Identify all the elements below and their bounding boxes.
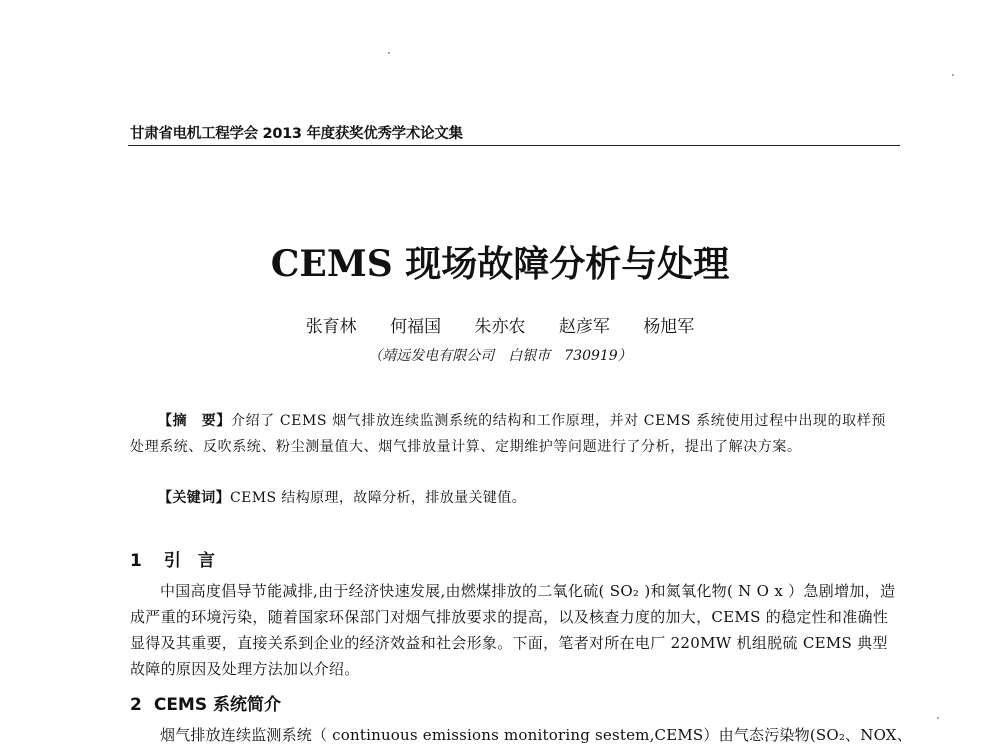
- author-list: [0, 312, 1000, 337]
- header-rule: [128, 145, 900, 146]
- author-name: 赵彦军: [558, 317, 610, 337]
- keywords: [158, 485, 898, 511]
- section-title: 引 言: [163, 551, 215, 571]
- section-number: 2: [130, 695, 142, 715]
- abstract: [130, 408, 900, 460]
- section-number: 1: [130, 551, 142, 571]
- abstract-text: 介绍了 CEMS 烟气排放连续监测系统的结构和工作原理，并对 CEMS 系统使用过程中出现的取样预处理系统、反吹系统、粉尘测量值大、烟气排放量计算、定期维护等问题进行了分析，提出了解决方案。: [130, 413, 886, 455]
- section-title: CEMS 系统简介: [153, 695, 282, 715]
- affiliation: （靖远发电有限公司 白银市 730919）: [368, 348, 632, 364]
- scan-speck: [937, 717, 939, 719]
- abstract-label: 【摘 要】: [158, 413, 231, 429]
- keywords-text: CEMS 结构原理，故障分析，排放量关键值。: [230, 490, 527, 506]
- scan-speck: [388, 52, 390, 54]
- section-body: 中国高度倡导节能减排,由于经济快速发展,由燃煤排放的二氧化硫( SO₂ )和氮氧化物( N O x ）急剧增加，造成严重的环境污染，随着国家环保部门对烟气排放要求的提高，以及核查力度的加大，CEMS 的稳定性和准确性显得及其重要，直接关系到企业的经济效益和社会形象。下面，笔者对所在电厂 220MW 机组脱硫 CEMS 典型故障的原因及处理方法加以介绍。: [130, 582, 896, 678]
- section-heading: [130, 690, 281, 715]
- author-name: 张育林: [305, 317, 357, 337]
- running-header: 甘肃省电机工程学会 2013 年度获奖优秀学术论文集: [130, 126, 463, 142]
- author-name: 朱亦农: [474, 317, 526, 337]
- author-name: 何福国: [390, 317, 442, 337]
- author-name: 杨旭军: [643, 317, 695, 337]
- section-body: 烟气排放连续监测系统（ continuous emissions monitoring sestem,CEMS）由气态污染物(SO₂、NOX、: [160, 726, 912, 744]
- paper-title: CEMS 现场故障分析与处理: [270, 243, 730, 285]
- section-heading: [130, 546, 215, 571]
- scan-speck: [952, 74, 954, 76]
- keywords-label: 【关键词】: [158, 490, 230, 506]
